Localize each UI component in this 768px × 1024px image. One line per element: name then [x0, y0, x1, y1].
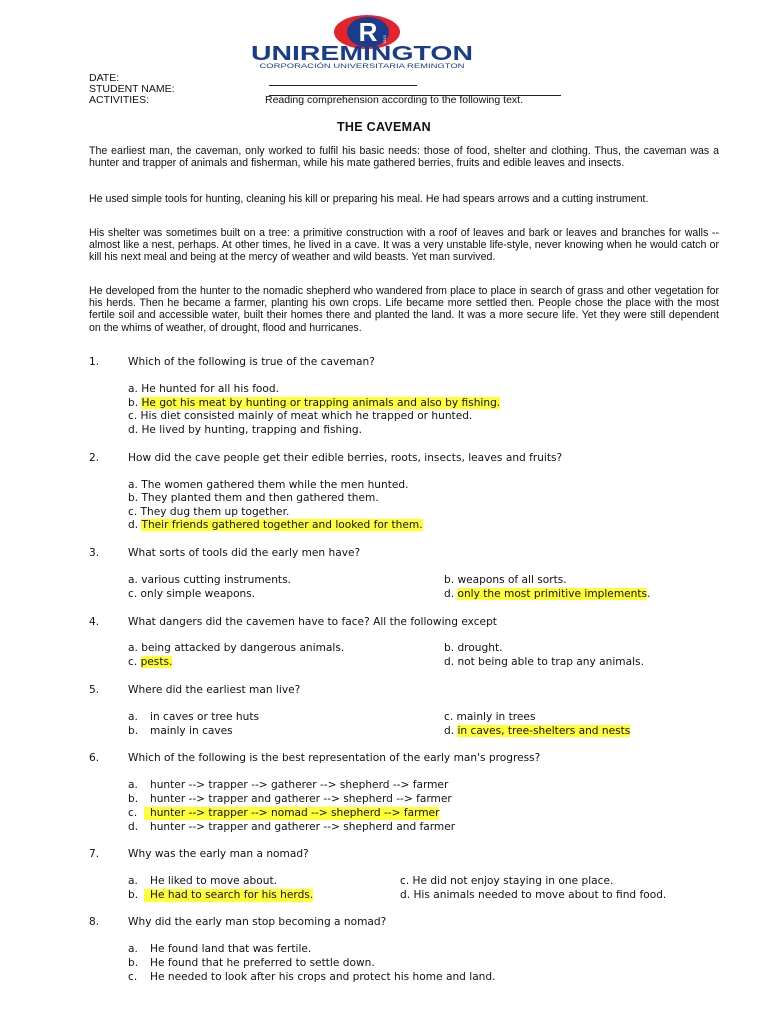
q5-option-a-letter: a.: [128, 711, 138, 723]
q3-option-d-period: .: [647, 588, 651, 600]
question-3-number: 3.: [89, 547, 100, 559]
q4-option-a[interactable]: a. being attacked by dangerous animals.: [128, 642, 345, 654]
question-2-text: How did the cave people get their edible berries, roots, insects, leaves and fruits?: [128, 452, 563, 464]
question-4-number: 4.: [89, 616, 100, 628]
q8-option-a-letter: a.: [128, 943, 138, 955]
q8-option-b[interactable]: He found that he preferred to settle down.: [150, 957, 375, 969]
q2-option-d[interactable]: [128, 519, 423, 532]
document-title: THE CAVEMAN: [336, 120, 432, 134]
date-line[interactable]: [269, 85, 417, 86]
q8-option-a[interactable]: He found land that was fertile.: [150, 943, 312, 955]
q3-option-b[interactable]: b. weapons of all sorts.: [444, 574, 567, 586]
q2-option-a[interactable]: a. The women gathered them while the men hunted.: [128, 479, 409, 491]
q3-option-c[interactable]: c. only simple weapons.: [128, 588, 256, 600]
q1-option-b-highlighted: He got his meat by hunting or trapping animals and also by fishing.: [141, 397, 501, 409]
question-5-number: 5.: [89, 684, 100, 696]
question-3-text: What sorts of tools did the early men have?: [128, 547, 361, 559]
activities-row: [89, 95, 523, 106]
question-8-text: Why did the early man stop becoming a nomad?: [128, 916, 387, 928]
activities-value: Reading comprehension according to the following text.: [265, 94, 523, 106]
question-6-text: Which of the following is the best representation of the early man's progress?: [128, 752, 541, 764]
q1-option-c[interactable]: c. His diet consisted mainly of meat which he trapped or hunted.: [128, 410, 473, 422]
uniremington-logo: [245, 8, 480, 78]
activities-label: ACTIVITIES:: [89, 94, 150, 106]
q3-option-d-letter: d.: [444, 588, 458, 600]
svg-text:CORPORACIÓN UNIVERSITARIA REMI: CORPORACIÓN UNIVERSITARIA REMINGTON: [259, 64, 390, 70]
q5-option-a[interactable]: in caves or tree huts: [150, 711, 259, 723]
q5-option-b[interactable]: mainly in caves: [150, 725, 233, 737]
q7-option-b[interactable]: He had to search for his herds.: [144, 889, 313, 902]
question-1-text: Which of the following is true of the caveman?: [128, 356, 375, 368]
student-label: STUDENT NAME:: [89, 83, 175, 95]
question-5-text: Where did the earliest man live?: [128, 684, 301, 696]
q4-option-c[interactable]: [128, 656, 172, 669]
question-6-number: 6.: [89, 752, 100, 764]
paragraph-4: He developed from the hunter to the nomadic shepherd who wandered from place to place in search of grass and other vegetation for his herds. Then he became a farmer, planting his own crops. Life became more settled then. People chose the place with the most fertile soil and accessible water, built their homes there and planted the land. It was a more secure life. Yet they were still dependent on the whims of weather, of drought, flood and hurricanes.: [89, 285, 719, 334]
question-4-text: What dangers did the cavemen have to face? All the following except: [128, 616, 497, 628]
q6-option-c[interactable]: hunter --> trapper --> nomad --> shepherd --> farmer: [144, 807, 439, 820]
q1-option-d[interactable]: d. He lived by hunting, trapping and fishing.: [128, 424, 363, 436]
question-2-number: 2.: [89, 452, 100, 464]
svg-text:R: R: [358, 17, 378, 47]
q8-option-b-letter: b.: [128, 957, 139, 969]
q5-option-d[interactable]: [444, 725, 630, 738]
q7-option-d[interactable]: d. His animals needed to move about to find food.: [400, 889, 667, 901]
q6-option-b-letter: b.: [128, 793, 139, 805]
q2-option-d-letter: d.: [128, 519, 142, 531]
q5-option-c[interactable]: c. mainly in trees: [444, 711, 536, 723]
q6-option-a-letter: a.: [128, 779, 138, 791]
q2-option-c[interactable]: c. They dug them up together.: [128, 506, 290, 518]
q8-option-c[interactable]: He needed to look after his crops and protect his home and land.: [150, 971, 496, 983]
q4-option-c-highlighted: pests.: [140, 656, 173, 668]
q5-option-d-highlighted: in caves, tree-shelters and nests: [457, 725, 631, 737]
paragraph-3: His shelter was sometimes built on a tree: a primitive construction with a roof of leaves and bark or leaves and branches for walls -- almost like a nest, perhaps. At other times, he lived in a cave. It was a very unstable life-style, never knowing when he would catch or kill his next meal and being at the mercy of weather and wild beasts. Yet man survived.: [89, 227, 719, 264]
q1-option-b[interactable]: [128, 397, 500, 410]
paragraph-1: The earliest man, the caveman, only worked to fulfil his basic needs: those of food, shelter and clothing. Thus, the caveman was a hunter and trapper of animals and fisherman, while his mate gathered berries, fruits and edible leaves and insects.: [89, 145, 719, 170]
date-label: DATE:: [89, 72, 120, 84]
q6-option-d[interactable]: hunter --> trapper and gatherer --> shepherd and farmer: [150, 821, 456, 833]
q1-option-b-letter: b.: [128, 397, 142, 409]
q6-option-a[interactable]: hunter --> trapper --> gatherer --> shepherd --> farmer: [150, 779, 449, 791]
question-7-text: Why was the early man a nomad?: [128, 848, 309, 860]
q6-option-c-letter: c.: [128, 807, 138, 819]
q5-option-d-letter: d.: [444, 725, 458, 737]
paragraph-2: He used simple tools for hunting, cleaning his kill or preparing his meal. He had spears arrows and a cutting instrument.: [89, 193, 649, 205]
q4-option-c-letter: c.: [128, 656, 141, 668]
q2-option-d-highlighted: Their friends gathered together and looked for them.: [141, 519, 423, 531]
q7-option-a-letter: a.: [128, 875, 138, 887]
q6-option-b[interactable]: hunter --> trapper and gatherer --> shepherd --> farmer: [150, 793, 452, 805]
q1-option-a[interactable]: a. He hunted for all his food.: [128, 383, 279, 395]
q4-option-d[interactable]: d. not being able to trap any animals.: [444, 656, 644, 668]
q7-option-b-letter: b.: [128, 889, 139, 901]
q2-option-b[interactable]: b. They planted them and then gathered them.: [128, 492, 379, 504]
svg-text:UNIREMINGTON: UNIREMINGTON: [251, 43, 473, 65]
svg-text:1915: 1915: [382, 35, 387, 44]
q3-option-d[interactable]: [444, 588, 650, 601]
q8-option-c-letter: c.: [128, 971, 138, 983]
question-7-number: 7.: [89, 848, 100, 860]
q5-option-b-letter: b.: [128, 725, 139, 737]
q4-option-b[interactable]: b. drought.: [444, 642, 503, 654]
question-8-number: 8.: [89, 916, 100, 928]
q7-option-c[interactable]: c. He did not enjoy staying in one place.: [400, 875, 614, 887]
q7-option-a[interactable]: He liked to move about.: [150, 875, 277, 887]
q3-option-d-highlighted: only the most primitive implements: [457, 588, 648, 600]
q6-option-d-letter: d.: [128, 821, 139, 833]
question-1-number: 1.: [89, 356, 100, 368]
q3-option-a[interactable]: a. various cutting instruments.: [128, 574, 291, 586]
